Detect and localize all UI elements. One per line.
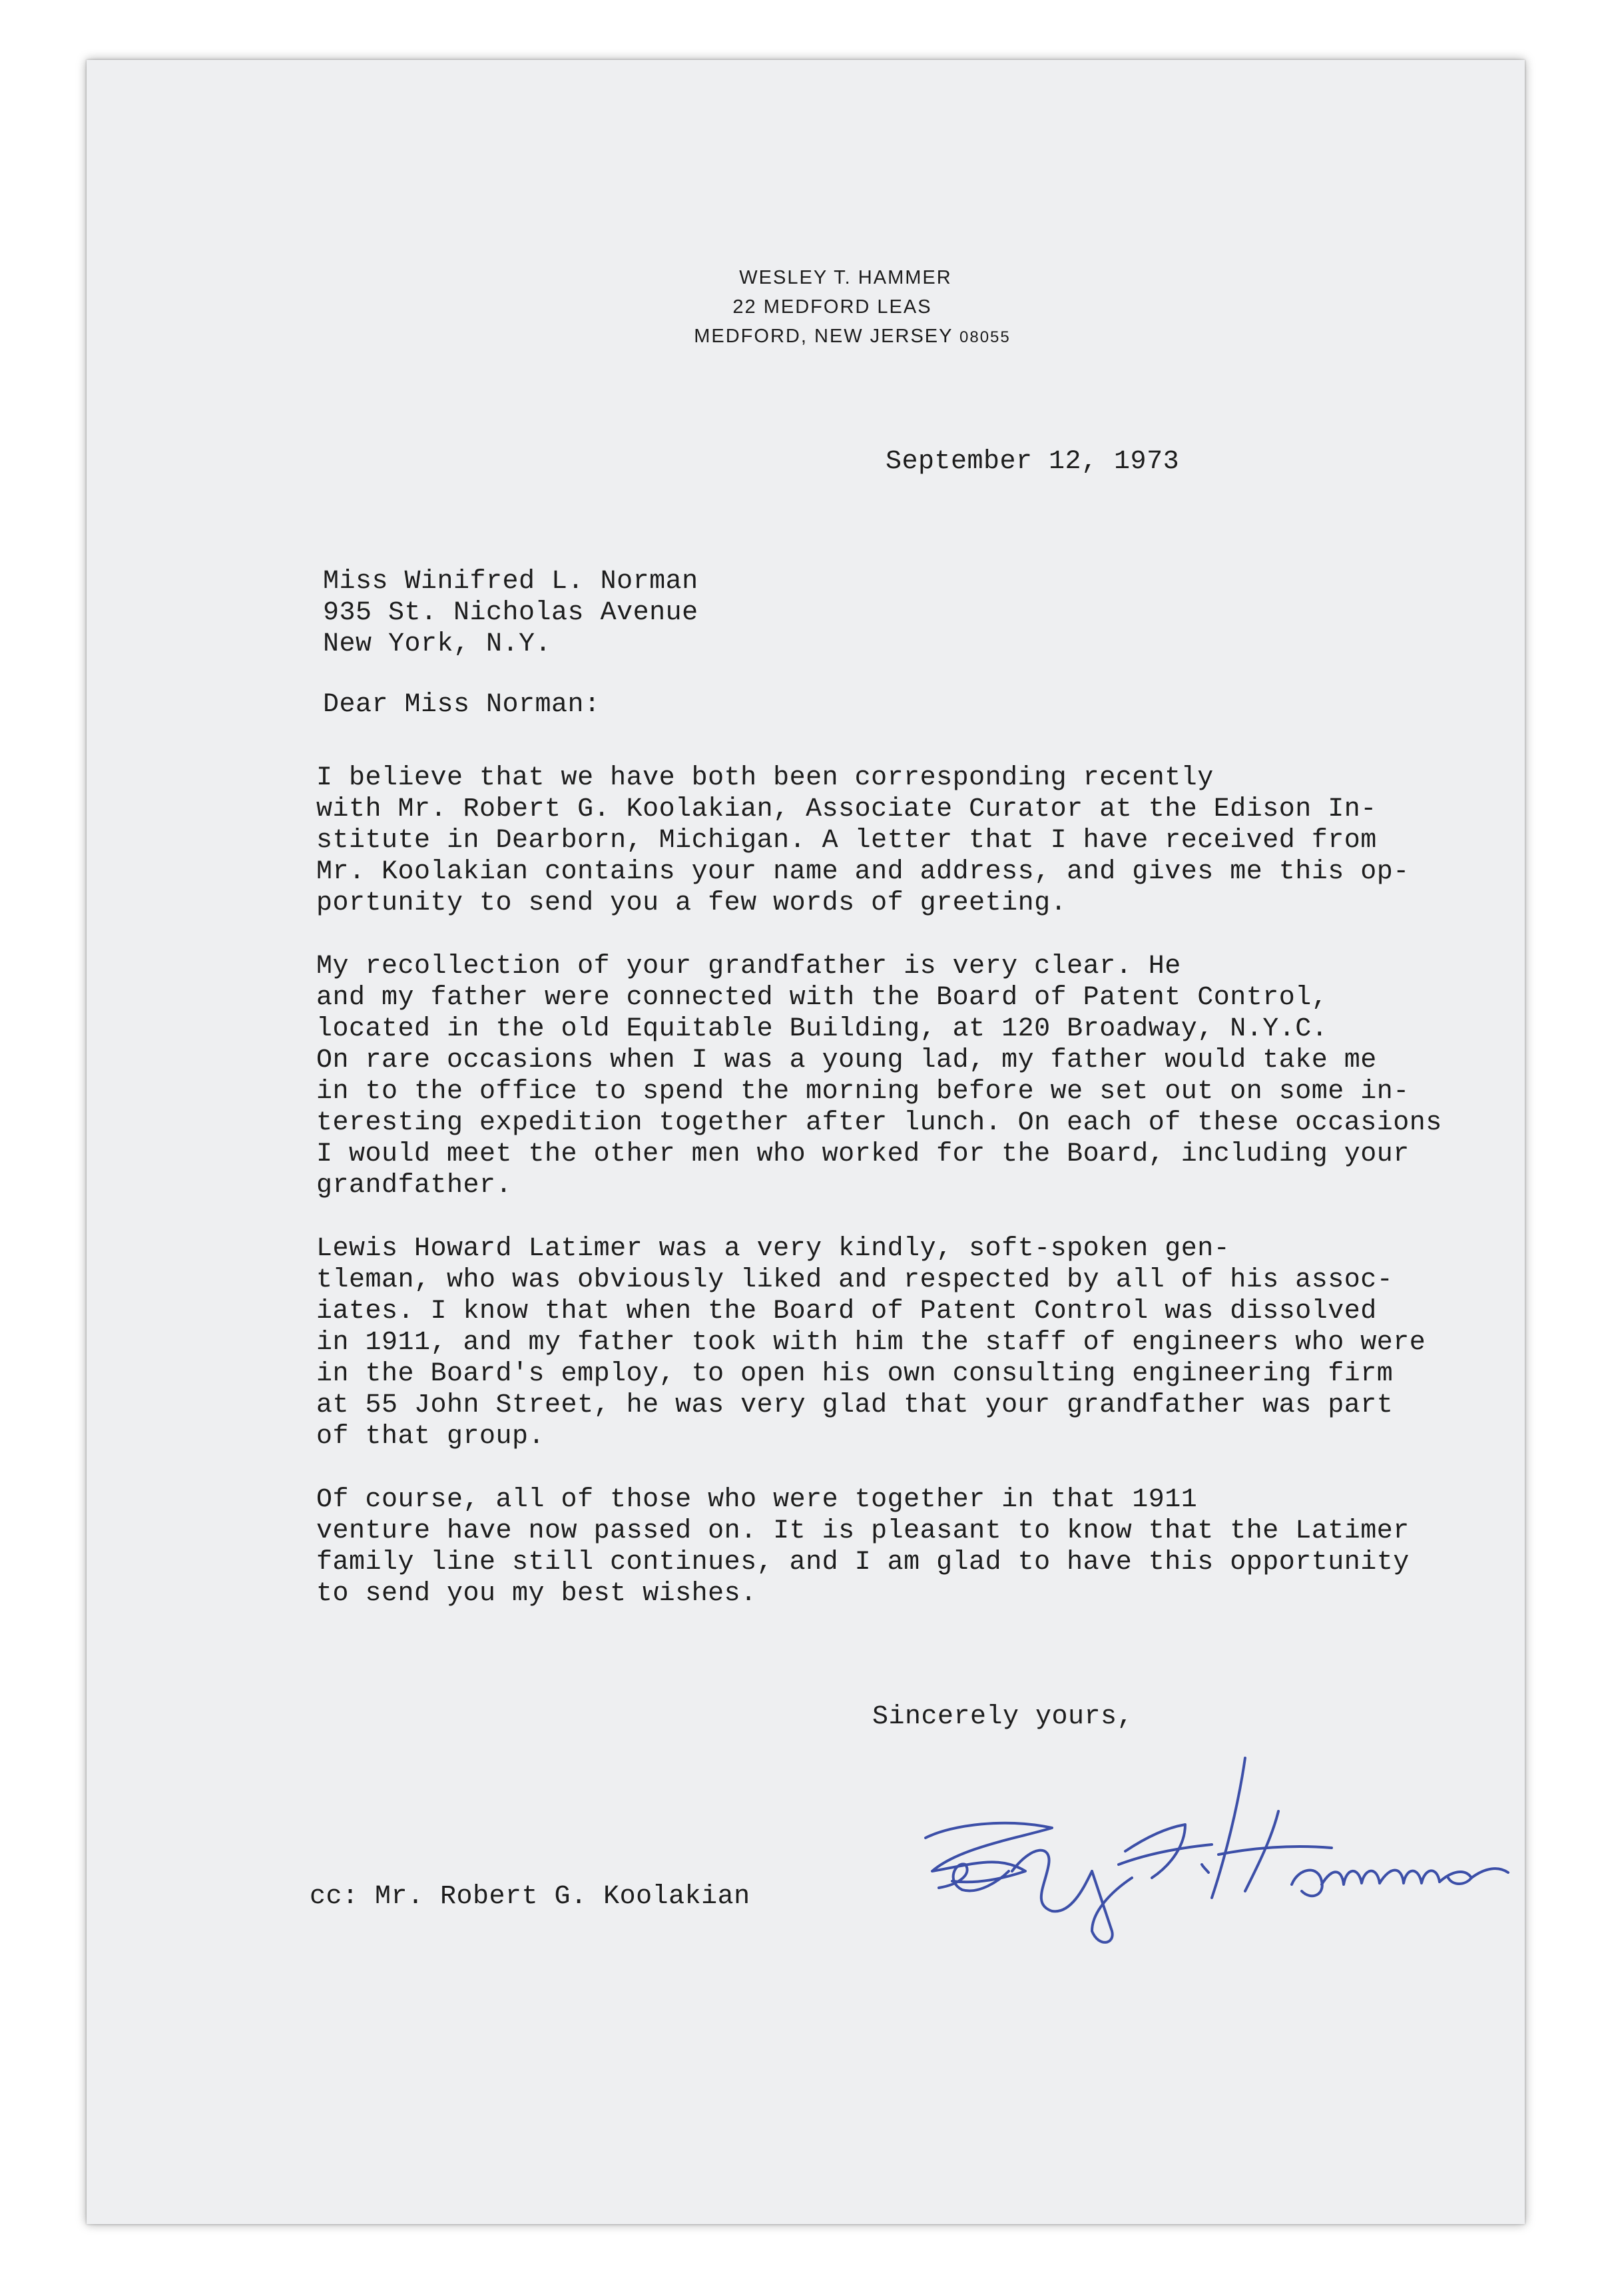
recipient-address [323,566,698,660]
letterhead-zip: 08055 [959,328,1011,346]
paragraph-2: My recollection of your grandfather is very clear. He and my father were connected with the Board of Patent Control, located in the old Equitable Building, at 120 Broadway, N.Y.C. On rare occasions when I was a young lad, my father would take me in to the office to spend the morning before we set out on some in- teresting expedition together after lunch. On each of these occasions I would meet the other men who worked for the Board, including your grandfather. [316,952,1442,1201]
letter-body [316,762,1535,1641]
letter-date: September 12, 1973 [886,447,1180,477]
paragraph-3: Lewis Howard Latimer was a very kindly, soft-spoken gen- tleman, who was obviously liked and respected by all of his assoc- iates. I know that when the Board of Patent Control was dissolved in 1911, and my father took with him the staff of engineers who were in the Board's employ, to open his own consulting engineering firm at 55 John Street, he was very glad that your grandfather was part of that group. [316,1234,1426,1452]
paragraph-4: Of course, all of those who were together in that 1911 venture have now passed on. It is pleasant to know that the Latimer family line still continues, and I am glad to have this opportunity to send you my best wishes. [316,1485,1410,1609]
cc-line: cc: Mr. Robert G. Koolakian [310,1882,750,1912]
letterhead-street: 22 MEDFORD LEAS [732,296,932,318]
paragraph-1: I believe that we have both been corresponding recently with Mr. Robert G. Koolakian, Associate Curator at the Edison In- stitute in Dearborn, Michigan. A letter that I have received from Mr. Koolakian contains your name and address, and gives me this op- portunity to send you a few words of greeting. [316,763,1410,918]
recipient-name: Miss Winifred L. Norman [323,567,698,597]
salutation: Dear Miss Norman: [323,690,601,720]
signature [899,1711,1578,1991]
closing: Sincerely yours, [872,1702,1134,1732]
recipient-street: 935 St. Nicholas Avenue [323,598,698,628]
letter-page [87,60,1525,2224]
letterhead [87,263,1525,352]
letterhead-name: WESLEY T. HAMMER [739,267,952,288]
letterhead-city: MEDFORD, NEW JERSEY [694,326,953,347]
recipient-city: New York, N.Y. [323,629,552,659]
letterhead-city-line [180,322,1525,352]
